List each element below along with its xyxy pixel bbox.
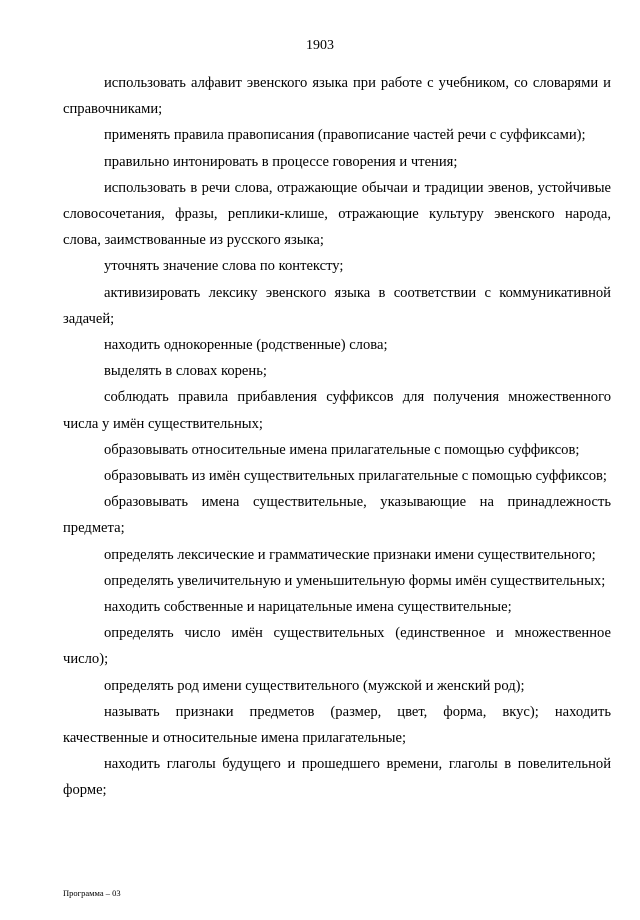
paragraph: находить собственные и нарицательные имена существительные;	[104, 599, 512, 616]
paragraph: определять увеличительную и уменьшительную формы имён существительных;	[104, 572, 606, 589]
paragraph: находить глаголы будущего и прошедшего времени, глаголы в повелительной форме;	[63, 756, 611, 799]
paragraph: соблюдать правила прибавления суффиксов для получения множественного числа у имён существительных;	[63, 389, 611, 432]
paragraph: определять лексические и грамматические признаки имени существительного;	[104, 546, 596, 563]
paragraph: определять род имени существительного (мужской и женский род);	[104, 677, 525, 694]
paragraph: определять число имён существительных (единственное и множественное число);	[63, 625, 611, 668]
paragraph: использовать алфавит эвенского языка при работе с учебником, со словарями и справочниками;	[63, 75, 611, 118]
page-number: 1903	[306, 38, 334, 53]
document-body	[63, 70, 611, 804]
paragraph: применять правила правописания (правописание частей речи с суффиксами);	[104, 127, 586, 144]
page-footer: Программа – 03	[63, 888, 121, 898]
paragraph: образовывать из имён существительных прилагательные с помощью суффиксов;	[104, 468, 607, 485]
paragraph: называть признаки предметов (размер, цвет, форма, вкус); находить качественные и относительные имена прилагательные;	[63, 703, 611, 747]
paragraph: находить однокоренные (родственные) слова;	[104, 337, 388, 354]
paragraph: активизировать лексику эвенского языка в соответствии с коммуникативной задачей;	[63, 284, 611, 327]
paragraph: образовывать имена существительные, указывающие на принадлежность предмета;	[63, 494, 611, 537]
paragraph: выделять в словах корень;	[104, 363, 267, 380]
paragraph: использовать в речи слова, отражающие обычаи и традиции эвенов, устойчивые словосочетания, фразы, реплики-клише, отражающие культуру эвенского народа, слова, заимствованные из русского языка;	[63, 179, 611, 249]
paragraph: правильно интонировать в процессе говорения и чтения;	[104, 153, 458, 170]
paragraph: образовывать относительные имена прилагательные с помощью суффиксов;	[104, 441, 580, 458]
paragraph: уточнять значение слова по контексту;	[104, 258, 344, 275]
